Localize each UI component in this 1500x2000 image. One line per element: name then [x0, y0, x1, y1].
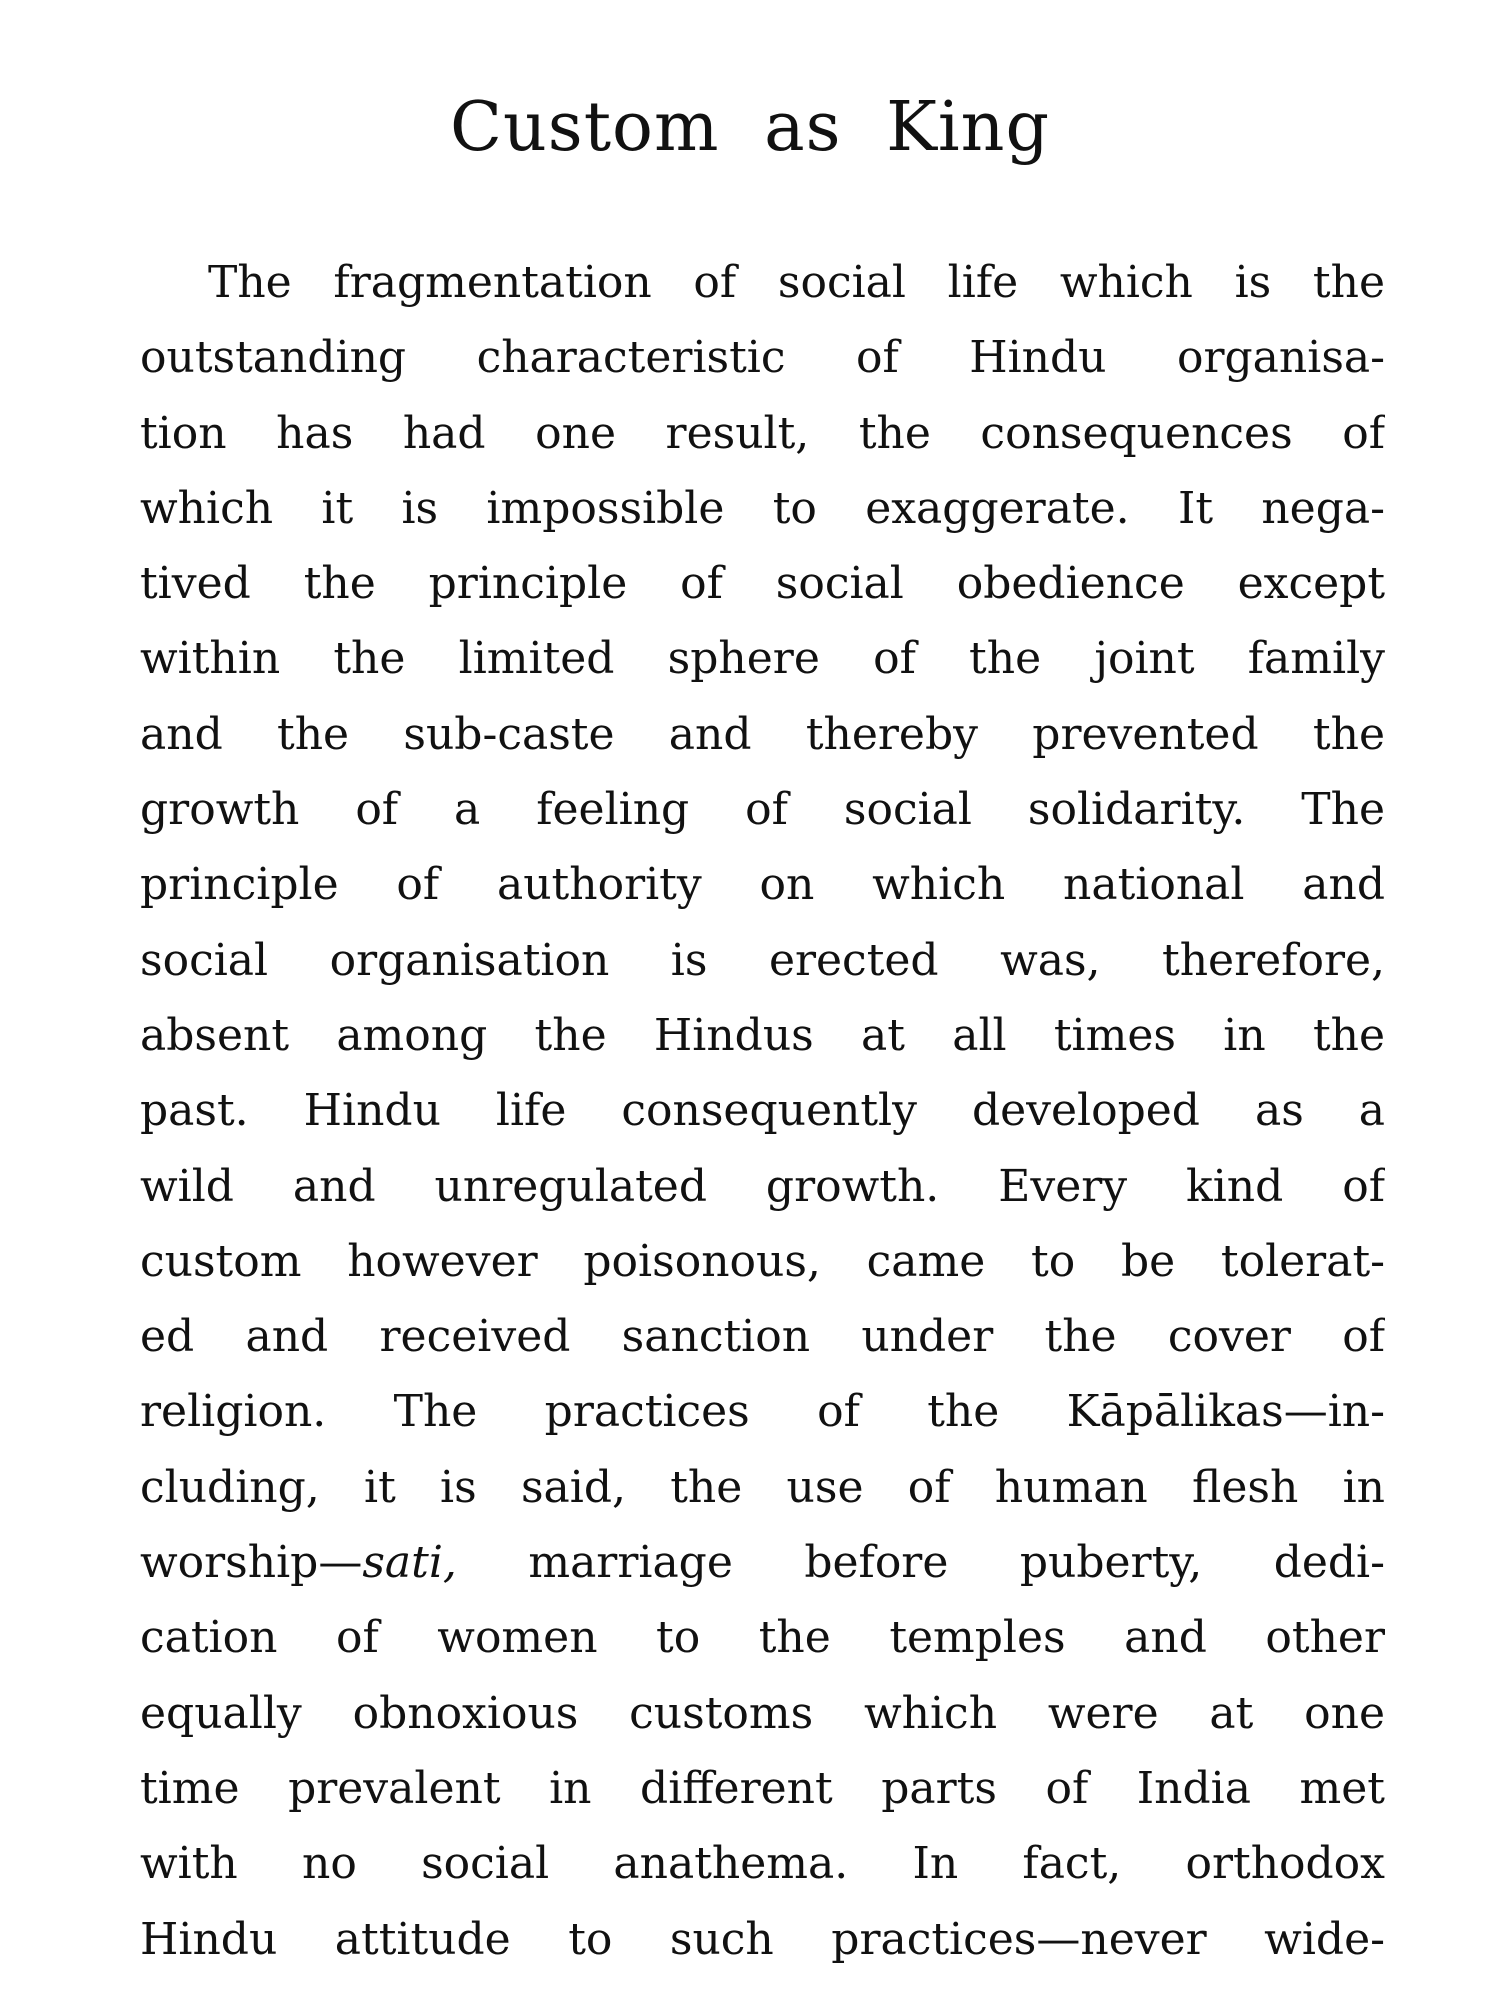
italic-term: sati,	[362, 1537, 457, 1589]
text-line: cluding, it is said, the use of human flesh in	[140, 1461, 1385, 1513]
text-line: Hindu attitude to such practices—never wide-	[140, 1913, 1385, 1965]
text-line: principle of authority on which national and	[140, 859, 1385, 911]
text-line	[140, 1525, 1385, 1600]
text-line: equally obnoxious customs which were at one	[140, 1687, 1385, 1739]
text-line: custom however poisonous, came to be tolerat-	[140, 1235, 1385, 1287]
text-line: wild and unregulated growth. Every kind of	[140, 1160, 1385, 1212]
chapter-title: Custom as King	[449, 88, 1050, 167]
text-line: tived the principle of social obedience except	[140, 558, 1385, 610]
body-paragraph	[140, 245, 1385, 1977]
text-line: with no social anathema. In fact, orthodox	[140, 1838, 1385, 1890]
text-line: time prevalent in different parts of India met	[140, 1762, 1385, 1814]
text-line: absent among the Hindus at all times in the	[140, 1009, 1385, 1061]
text-line: tion has had one result, the consequences of	[140, 407, 1385, 459]
text-line: cation of women to the temples and other	[140, 1612, 1385, 1664]
text-line: outstanding characteristic of Hindu organisa-	[140, 332, 1385, 384]
text-line: social organisation is erected was, therefore,	[140, 934, 1385, 986]
text-line: which it is impossible to exaggerate. It nega-	[140, 482, 1385, 534]
text-segment: worship—	[140, 1537, 363, 1589]
text-line: within the limited sphere of the joint family	[140, 633, 1385, 685]
text-segment: marriage before puberty, dedi-	[456, 1537, 1385, 1589]
text-line: The fragmentation of social life which is the	[208, 257, 1385, 308]
text-line: religion. The practices of the Kāpālikas—in-	[140, 1386, 1385, 1438]
text-line: past. Hindu life consequently developed as a	[140, 1085, 1385, 1137]
text-line: and the sub-caste and thereby prevented the	[140, 708, 1385, 760]
text-line: growth of a feeling of social solidarity. The	[140, 784, 1385, 836]
text-line: ed and received sanction under the cover of	[140, 1311, 1385, 1363]
